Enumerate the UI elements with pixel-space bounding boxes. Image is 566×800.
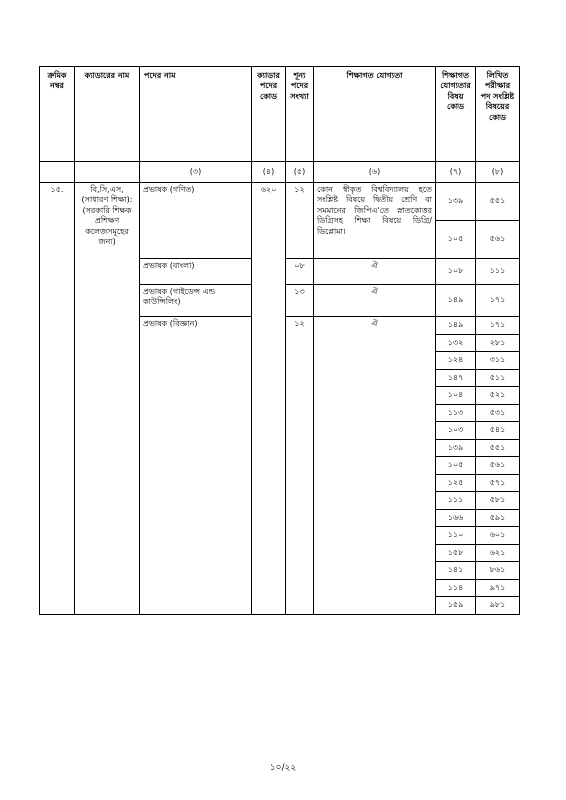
subject-code-cell: ১০৪ bbox=[436, 387, 476, 405]
header-cadre-code: ক্যাডার পদের কোড bbox=[252, 67, 286, 162]
vacancy-cell: ১২ bbox=[286, 317, 314, 615]
vacancy-cell: ০৮ bbox=[286, 259, 314, 285]
header-post-name: পদের নাম bbox=[140, 67, 252, 162]
subject-code-cell: ১৩৯ bbox=[436, 439, 476, 457]
written-code-cell: ৫২১ bbox=[476, 387, 520, 405]
written-code-cell: ৫৫১ bbox=[476, 439, 520, 457]
cadre-post-table bbox=[39, 66, 520, 615]
header-subject-code: শিক্ষাগত যোগ্যতার বিষয় কোড bbox=[436, 67, 476, 162]
written-code-cell: ৫৬১ bbox=[476, 221, 520, 259]
written-code-cell: ৫৭১ bbox=[476, 474, 520, 492]
subject-code-cell: ১০৮ bbox=[436, 259, 476, 285]
written-code-cell: ১১১ bbox=[476, 259, 520, 285]
column-number-4: (৪) bbox=[252, 162, 286, 183]
written-code-cell: ৫৬১ bbox=[476, 457, 520, 475]
written-code-cell: ৫৮১ bbox=[476, 492, 520, 510]
written-code-cell: ৬০১ bbox=[476, 527, 520, 545]
header-vacancies: শূন্য পদের সংখ্যা bbox=[286, 67, 314, 162]
post-name-cell: প্রভাষক (বাংলা) bbox=[140, 259, 252, 285]
written-code-cell: ৫৪১ bbox=[476, 422, 520, 440]
written-code-cell: ৯৭১ bbox=[476, 579, 520, 597]
column-number-8: (৮) bbox=[476, 162, 520, 183]
qualification-cell: ঐ bbox=[314, 285, 436, 317]
written-code-cell: ৫৫১ bbox=[476, 183, 520, 221]
written-code-cell: ৫৯১ bbox=[476, 509, 520, 527]
written-code-cell: ৫৩১ bbox=[476, 404, 520, 422]
written-code-cell: ২৮১ bbox=[476, 334, 520, 352]
subject-code-cell: ১৪৯ bbox=[436, 317, 476, 335]
subject-code-cell: ১০৫ bbox=[436, 221, 476, 259]
written-code-cell: ১৭১ bbox=[476, 317, 520, 335]
written-code-cell: ৯৮১ bbox=[476, 597, 520, 615]
header-written-code: লিখিত পরীক্ষার পদ সংশ্লিষ্ট বিষয়ের কোড bbox=[476, 67, 520, 162]
column-number-7: (৭) bbox=[436, 162, 476, 183]
table-row bbox=[40, 183, 520, 221]
header-cadre-name: ক্যাডারের নাম bbox=[75, 67, 140, 162]
subject-code-cell: ১৩২ bbox=[436, 334, 476, 352]
table-header-row bbox=[40, 67, 520, 162]
subject-code-cell: ১৩৯ bbox=[436, 183, 476, 221]
subject-code-cell: ১২৫ bbox=[436, 474, 476, 492]
written-code-cell: ৮৬১ bbox=[476, 562, 520, 580]
subject-code-cell: ১০৫ bbox=[436, 457, 476, 475]
subject-code-cell: ১২৪ bbox=[436, 352, 476, 370]
subject-code-cell: ১১৩ bbox=[436, 404, 476, 422]
column-number-empty bbox=[40, 162, 75, 183]
vacancy-cell: ১২ bbox=[286, 183, 314, 259]
column-number-6: (৬) bbox=[314, 162, 436, 183]
subject-code-cell: ১৫৯ bbox=[436, 597, 476, 615]
subject-code-cell: ১৪৭ bbox=[436, 369, 476, 387]
subject-code-cell: ১৪৯ bbox=[436, 285, 476, 317]
cadre-name-cell: বি,সি,এস, (সাধারণ শিক্ষা): (সরকারি শিক্ষক প্রশিক্ষণ কলেজসমূহের জন্য) bbox=[75, 183, 140, 615]
cadre-code-cell: ৬২০ bbox=[252, 183, 286, 615]
page-number: ১০/২২ bbox=[269, 763, 297, 773]
column-number-5: (৫) bbox=[286, 162, 314, 183]
written-code-cell: ৫১১ bbox=[476, 369, 520, 387]
written-code-cell: ৩১১ bbox=[476, 352, 520, 370]
subject-code-cell: ১১১ bbox=[436, 492, 476, 510]
subject-code-cell: ১৫৮ bbox=[436, 544, 476, 562]
subject-code-cell: ১৬৬ bbox=[436, 509, 476, 527]
post-name-cell: প্রভাষক (গণিত) bbox=[140, 183, 252, 259]
subject-code-cell: ১৪১ bbox=[436, 562, 476, 580]
subject-code-cell: ১১০ bbox=[436, 527, 476, 545]
table-body bbox=[40, 183, 520, 615]
header-qualification: শিক্ষাগত যোগ্যতা bbox=[314, 67, 436, 162]
column-number-row bbox=[40, 162, 520, 183]
header-serial: ক্রমিক নম্বর bbox=[40, 67, 75, 162]
column-number-empty bbox=[75, 162, 140, 183]
post-name-cell: প্রভাষক (গাইডেন্স এন্ড কাউন্সিলিং) bbox=[140, 285, 252, 317]
post-name-cell: প্রভাষক (বিজ্ঞান) bbox=[140, 317, 252, 615]
serial-cell: ১৫. bbox=[40, 183, 75, 615]
qualification-cell: ঐ bbox=[314, 259, 436, 285]
subject-code-cell: ১১৪ bbox=[436, 579, 476, 597]
qualification-cell: কোন স্বীকৃত বিশ্ববিদ্যালয় হতে সংশ্লিষ্ট বিষয়ে দ্বিতীয় শ্রেণি বা সমমানের জিপিএ'তে স্নাতকোত্তর ডিগ্রিসহ শিক্ষা বিষয়ে ডিগ্রি/ডিপ্লোমা। bbox=[314, 183, 436, 259]
column-number-3: (৩) bbox=[140, 162, 252, 183]
subject-code-cell: ১০৩ bbox=[436, 422, 476, 440]
vacancy-cell: ১৩ bbox=[286, 285, 314, 317]
written-code-cell: ১৭১ bbox=[476, 285, 520, 317]
qualification-cell: ঐ bbox=[314, 317, 436, 615]
written-code-cell: ৬২১ bbox=[476, 544, 520, 562]
